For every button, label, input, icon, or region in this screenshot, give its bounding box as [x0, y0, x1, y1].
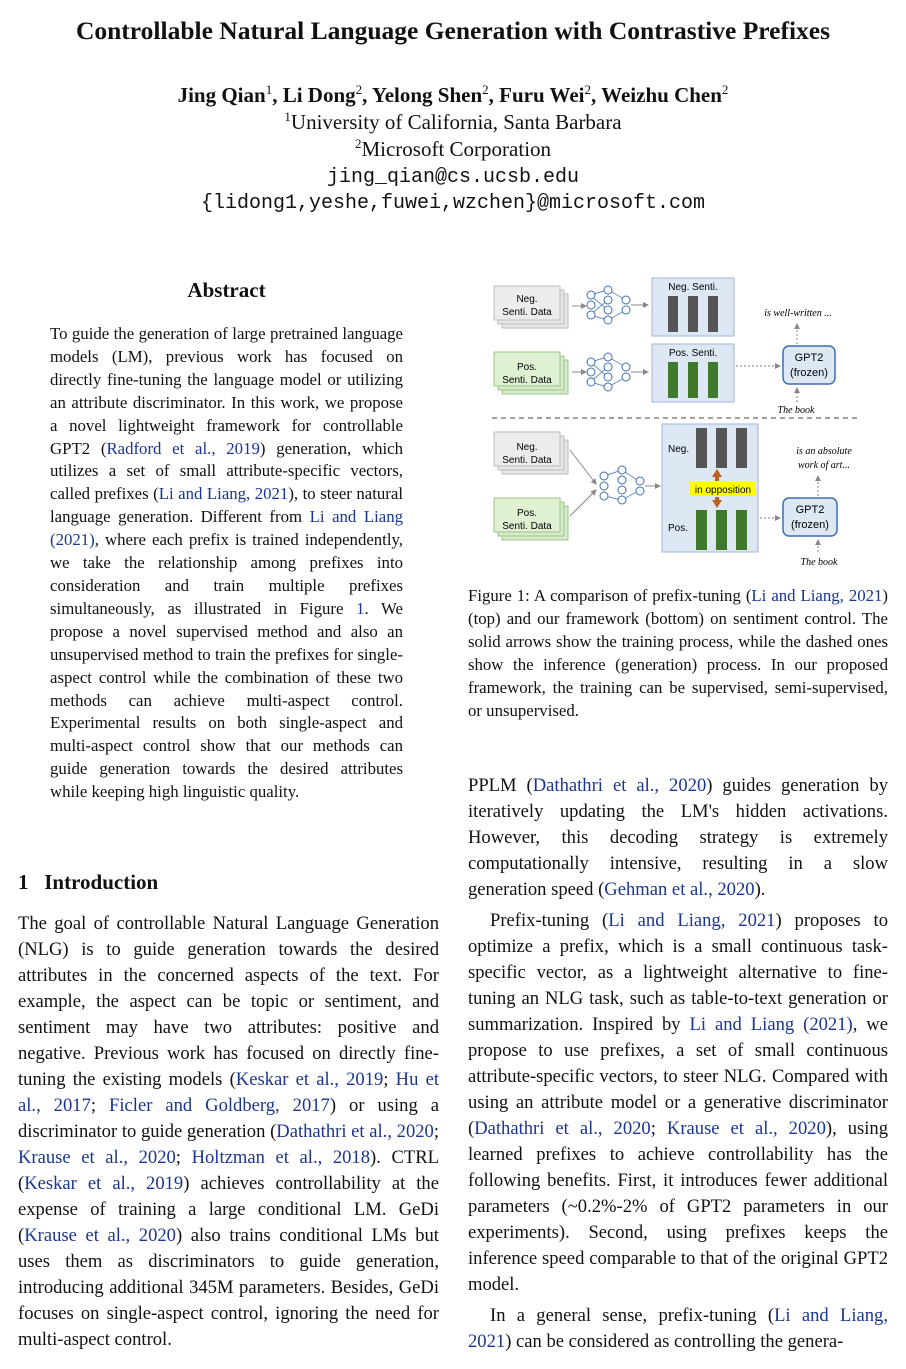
- separator: ,: [591, 83, 602, 107]
- citation-link[interactable]: Krause et al., 2020: [24, 1225, 176, 1246]
- gpt2-box: [783, 346, 835, 384]
- affiliation-marker: 2: [355, 82, 363, 97]
- section-heading: 1 Introduction: [18, 870, 159, 894]
- affiliation-marker: 1: [265, 82, 273, 97]
- citation-link[interactable]: Krause et al., 2020: [18, 1147, 176, 1168]
- paragraph: In a general sense, prefix-tuning (Li and Liang, 2021) can be considered as controlling the genera-: [468, 1305, 889, 1352]
- figure-1-diagram: [490, 274, 870, 574]
- svg-text:work of art...: work of art...: [798, 460, 850, 471]
- citation-link[interactable]: Dathathri et al., 2020: [276, 1121, 434, 1142]
- network-icon: [572, 286, 648, 324]
- svg-text:Senti. Data: Senti. Data: [502, 375, 552, 386]
- paragraph: PPLM (Dathathri et al., 2020) guides generation by iteratively updating the LM's hidden activations. However, this decoding strategy is extremely computationally intensive, resulting in a slow generation speed (Gehman et al., 2020).: [468, 775, 889, 900]
- svg-text:The book: The book: [777, 405, 815, 416]
- separator: ,: [362, 83, 372, 107]
- author-list: [0, 82, 906, 108]
- citation-link[interactable]: Li and Liang (2021): [689, 1014, 853, 1035]
- email-2: {lidong1,yeshe,fuwei,wzchen}@microsoft.com: [200, 192, 706, 215]
- author-name: Jing Qian: [177, 83, 266, 107]
- svg-text:GPT2: GPT2: [794, 352, 824, 364]
- citation-link[interactable]: Keskar et al., 2019: [235, 1069, 384, 1090]
- citation-link[interactable]: Hu et al., 2017: [18, 1069, 440, 1116]
- svg-text:The book: The book: [800, 557, 838, 568]
- citation-link[interactable]: Dathathri et al., 2020: [532, 775, 707, 796]
- neg-data-stack: [494, 286, 568, 328]
- svg-text:(frozen): (frozen): [791, 519, 829, 531]
- intro-paragraph: The goal of controllable Natural Language Generation (NLG) is to guide generation towards the desired attributes in the concerned aspects of the text. For example, the aspect can be topic or sentiment, and sentiment may have two attributes: positive and negative. Previous work has focused on directly fine-tuning the existing models (Keskar et al., 2019; Hu et al., 2017; Ficler and Goldberg, 2017) or using a discriminator to guide generation (Dathathri et al., 2020; Krause et al., 2020; Holtzman et al., 2018). CTRL (Keskar et al., 2019) achieves controllability at the expense of training a large conditional LM. GeDi (Krause et al., 2020) also trains conditional LMs but uses them as discriminators to guide generation, introducing additional 345M parameters. Besides, GeDi focuses on single-aspect control, ignoring the need for multi-aspect control.: [18, 913, 440, 1350]
- paper-title: Controllable Natural Language Generation with Contrastive Prefixes: [75, 16, 831, 45]
- abstract-heading: Abstract: [187, 278, 266, 302]
- figure-caption: Figure 1: A comparison of prefix-tuning (Li and Liang, 2021) (top) and our framework (bottom) on sentiment control. The solid arrows show the training process, while the dashed ones show the inference (generation) process. In our proposed framework, the training can be supervised, semi-supervised, or unsupervised.: [468, 586, 888, 720]
- svg-text:is well-written ...: is well-written ...: [764, 308, 832, 319]
- citation-link[interactable]: Dathathri et al., 2020: [474, 1118, 651, 1139]
- svg-text:Senti. Data: Senti. Data: [502, 521, 552, 532]
- email-1: jing_qian@cs.ucsb.edu: [326, 166, 580, 189]
- svg-text:Senti. Data: Senti. Data: [502, 307, 552, 318]
- affiliation-1: $^1$University of California, Santa Barbara: [284, 109, 622, 134]
- svg-text:Neg.: Neg.: [668, 444, 690, 455]
- citation-link[interactable]: Radford et al., 2019: [106, 438, 260, 458]
- pos-prefix-panel: [652, 344, 734, 402]
- svg-text:Pos.: Pos.: [516, 362, 538, 373]
- gpt2-box: [783, 498, 837, 536]
- affiliation-marker: 2: [584, 82, 592, 97]
- citation-link[interactable]: Krause et al., 2020: [666, 1118, 826, 1139]
- affiliation-2: $^2$Microsoft Corporation: [354, 136, 552, 161]
- separator: ,: [272, 83, 283, 107]
- abstract-body: To guide the generation of large pretrained language models (LM), previous work has focused on directly fine-tuning the language model or utilizing an attribute discriminator. In this work, we propose a novel lightweight framework for controllable GPT2 (Radford et al., 2019) generation, which utilizes a set of small attribute-specific vectors, called prefixes (Li and Liang, 2021), to steer natural language generation. Different from Li and Liang (2021), where each prefix is trained independently, we take the relationship among prefixes into consideration and train multiple prefixes simultaneously, as illustrated in Figure 1. We propose a novel supervised method and also an unsupervised method to train the prefixes for single-aspect control while the combination of these two methods can achieve multi-aspect control. Experimental results on both single-aspect and multi-aspect control show that our methods can guide generation towards the desired attributes while keeping high linguistic quality.: [50, 324, 404, 802]
- svg-text:(frozen): (frozen): [790, 367, 828, 379]
- svg-text:Pos. Senti.: Pos. Senti.: [668, 348, 718, 359]
- svg-text:Neg.: Neg.: [516, 294, 538, 305]
- paragraph: Prefix-tuning (Li and Liang, 2021) proposes to optimize a prefix, which is a small continuous task-specific vector, as a lightweight alternative to fine-tuning an NLG task, such as table-to-text generation or summarization. Inspired by Li and Liang (2021), we propose to use prefixes, a set of small continuous attribute-specific vectors, to steer NLG. Compared with using an attribute model or a generative discriminator (Dathathri et al., 2020; Krause et al., 2020), using learned prefixes to achieve controllability has the following benefits. First, it introduces fewer additional parameters (~0.2%-2% of GPT2 parameters in our experiments). Second, using prefixes keeps the inference speed comparable to that of the original GPT2 model.: [468, 910, 889, 1295]
- network-icon: [600, 466, 660, 504]
- neg-prefix-panel: [652, 278, 734, 336]
- svg-text:Neg. Senti.: Neg. Senti.: [668, 282, 718, 293]
- svg-text:Pos.: Pos.: [516, 508, 538, 519]
- pos-data-stack: [494, 352, 568, 394]
- figure-ref-link[interactable]: 1: [356, 598, 365, 618]
- citation-link[interactable]: Li and Liang, 2021: [468, 1305, 889, 1352]
- citation-link[interactable]: Gehman et al., 2020: [604, 879, 755, 900]
- citation-link[interactable]: Li and Liang, 2021: [608, 910, 776, 931]
- citation-link[interactable]: Holtzman et al., 2018: [191, 1147, 371, 1168]
- neg-data-stack: [494, 432, 568, 474]
- svg-text:Senti. Data: Senti. Data: [502, 455, 552, 466]
- svg-text:is an absolute: is an absolute: [796, 446, 852, 457]
- svg-text:Neg.: Neg.: [516, 442, 538, 453]
- svg-text:Pos.: Pos.: [668, 523, 689, 534]
- citation-link[interactable]: Li and Liang, 2021: [158, 484, 289, 504]
- author-name: Li Dong: [282, 83, 356, 107]
- author-name: Yelong Shen: [371, 83, 483, 107]
- svg-text:in opposition: in opposition: [694, 485, 752, 496]
- affiliation-marker: 2: [721, 82, 729, 97]
- citation-link[interactable]: Li and Liang (2021): [50, 507, 403, 550]
- svg-text:GPT2: GPT2: [795, 504, 825, 516]
- contrastive-prefix-panel: [662, 424, 758, 552]
- author-name: Furu Wei: [499, 83, 585, 107]
- citation-link[interactable]: Keskar et al., 2019: [24, 1173, 184, 1194]
- affiliation-marker: 2: [482, 82, 489, 97]
- citation-link[interactable]: Ficler and Goldberg, 2017: [109, 1095, 330, 1116]
- author-name: Weizhu Chen: [601, 83, 722, 107]
- network-icon: [572, 353, 648, 391]
- separator: ,: [488, 83, 500, 107]
- pos-data-stack: [494, 498, 568, 540]
- citation-link[interactable]: Li and Liang, 2021: [751, 586, 883, 605]
- right-column-text: [468, 773, 888, 1355]
